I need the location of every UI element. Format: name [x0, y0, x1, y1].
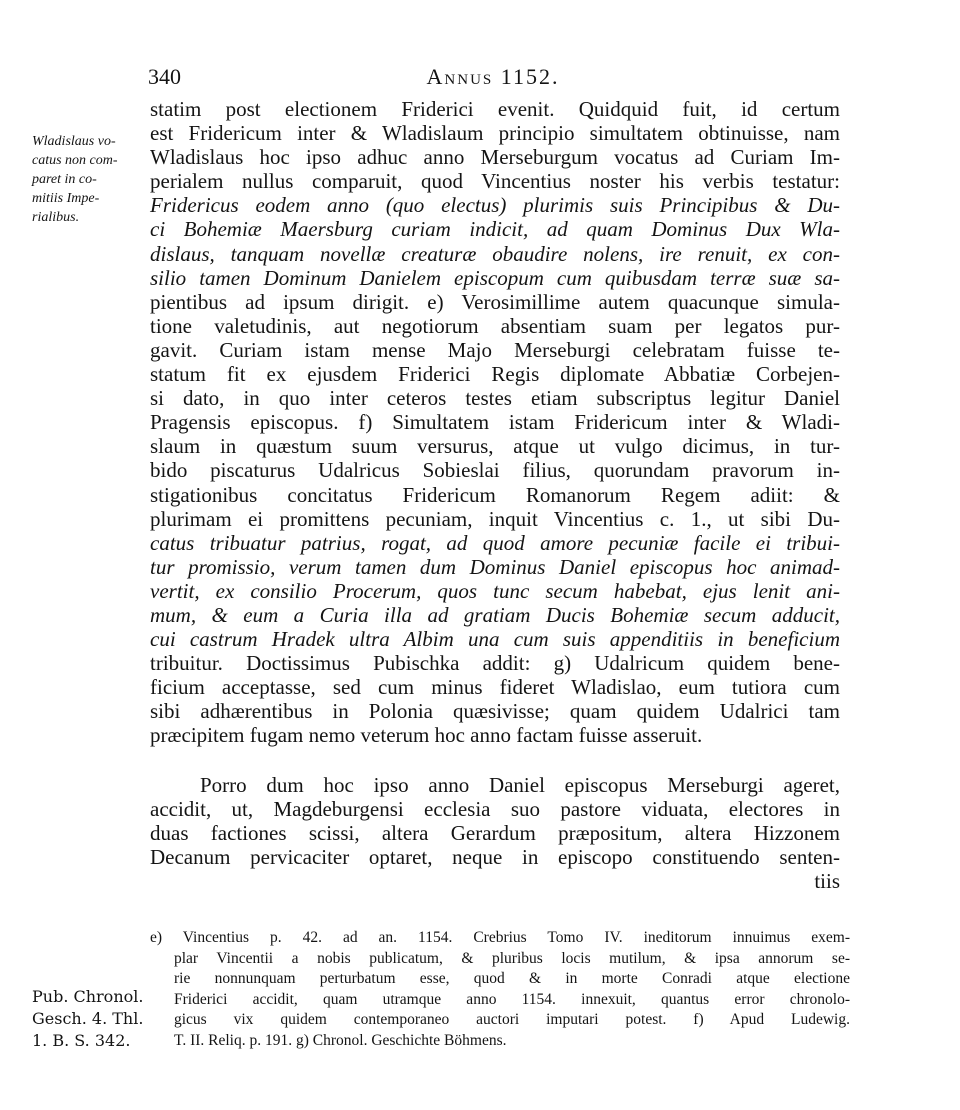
text-line: si dato, in quo inter ceteros testes etiam subscriptus legitur Daniel: [150, 386, 840, 411]
text-line: vertit, ex consilio Procerum, quos tunc secum habebat, ejus lenit ani-: [150, 578, 840, 603]
text-line: Pragensis episcopus. f) Simultatem istam Fridericum inter & Wladi-: [150, 410, 840, 435]
text-line: gavit. Curiam istam mense Majo Merseburgi celebratam fuisse te-: [150, 337, 840, 362]
text-line: ficium acceptasse, sed cum minus fideret Wladislao, eum tutiora cum: [150, 675, 840, 700]
text-line: bido piscaturus Udalricus Sobieslai filius, quorundam pravorum in-: [150, 458, 840, 483]
text-line: tribuitur. Doctissimus Pubischka addit: g) Udalricum quidem bene-: [150, 651, 840, 676]
text-line: cui castrum Hradek ultra Albim una cum suis appenditiis in beneficium: [150, 627, 840, 652]
page-number: 340: [148, 64, 181, 89]
text-line: Friderici accidit, quam utramque anno 1154. innexuit, quantus error chronolo-: [174, 990, 850, 1008]
text-line: statum fit ex ejusdem Friderici Regis diplomate Abbatiæ Corbejen-: [150, 362, 840, 387]
text-line: accidit, ut, Magdeburgensi ecclesia suo pastore viduata, electores in: [150, 797, 840, 822]
text-line: Decanum pervicaciter optaret, neque in episcopo constituendo senten-: [150, 845, 840, 870]
text-line: tione valetudinis, aut negotiorum absentiam suam per legatos pur-: [150, 313, 840, 338]
text-line: Fridericus eodem anno (quo electus) plurimis suis Principibus & Du-: [150, 193, 840, 218]
text-line: plar Vincentii a nobis publicatum, & pluribus locis mutilum, & ipsa annorum se-: [174, 949, 850, 967]
text-line: statim post electionem Friderici evenit. Quidquid fuit, id certum: [150, 97, 840, 121]
text-line: sibi adhærentibus in Polonia quæsivisse; quam quidem Udalrici tam: [150, 699, 840, 724]
text-line: stigationibus concitatus Fridericum Romanorum Regem adiit: &: [150, 482, 840, 507]
paragraph-1: [150, 97, 840, 748]
text-line: plurimam ei promittens pecuniam, inquit Vincentius c. 1., ut sibi Du-: [150, 506, 840, 531]
text-line: est Fridericum inter & Wladislaum principio simultatem obtinuisse, nam: [150, 121, 840, 146]
running-title: Annus 1152.: [426, 64, 560, 89]
text-line: ci Bohemiæ Maersburg curiam indicit, ad quam Dominus Dux Wla-: [150, 217, 840, 242]
text-line: dislaus, tanquam novellæ creaturæ obaudire nolens, ire renuit, ex con-: [150, 241, 840, 266]
text-line: duas factiones scissi, altera Gerardum præpositum, altera Hizzonem: [150, 821, 840, 846]
footnotes: [150, 928, 850, 1051]
text-line: catus tribuatur patrius, rogat, ad quod amore pecuniæ facile ei tribui-: [150, 530, 840, 555]
margin-note-source-reference: Pub. Chronol. Gesch. 4. Thl. 1. B. S. 342.: [32, 987, 144, 1050]
text-line: Porro dum hoc ipso anno Daniel episcopus Merseburgi ageret,: [200, 773, 840, 797]
text-line: perialem nullus comparuit, quod Vincentius noster his verbis testatur:: [150, 169, 840, 194]
text-line: mum, & eum a Curia illa ad gratiam Ducis Bohemiæ secum adducit,: [150, 602, 840, 627]
paragraph-2: [150, 773, 840, 893]
text-line: Wladislaus hoc ipso adhuc anno Merseburgum vocatus ad Curiam Im-: [150, 145, 840, 170]
text-line: tur promissio, verum tamen dum Dominus Daniel episcopus hoc animad-: [150, 554, 840, 579]
text-line: T. II. Reliq. p. 191. g) Chronol. Geschichte Böhmens.: [174, 1031, 507, 1049]
text-line: silio tamen Dominum Danielem episcopum cum quibusdam terræ suæ sa-: [150, 265, 840, 290]
text-line: gicus vix quidem contemporaneo auctori imputari potest. f) Apud Ludewig.: [174, 1011, 850, 1028]
page-header: [148, 64, 838, 94]
text-line: rie nonnunquam perturbatum esse, quod & in morte Conradi atque electione: [174, 970, 850, 987]
text-line: slaum in quæstum suum versurus, atque ut vulgo dicimus, in tur-: [150, 434, 840, 459]
text-line: tiis: [814, 869, 840, 894]
text-line: pientibus ad ipsum dirigit. e) Verosimillime autem quacunque simula-: [150, 289, 840, 314]
text-line: e) Vincentius p. 42. ad an. 1154. Crebrius Tomo IV. ineditorum innuimus exem-: [150, 929, 850, 946]
text-line: præcipitem fugam nemo veterum hoc anno factam fuisse asseruit.: [150, 723, 703, 748]
margin-note-wladislaus: Wladislaus vo- catus non com- paret in co- mitiis Impe- rialibus.: [32, 134, 118, 225]
